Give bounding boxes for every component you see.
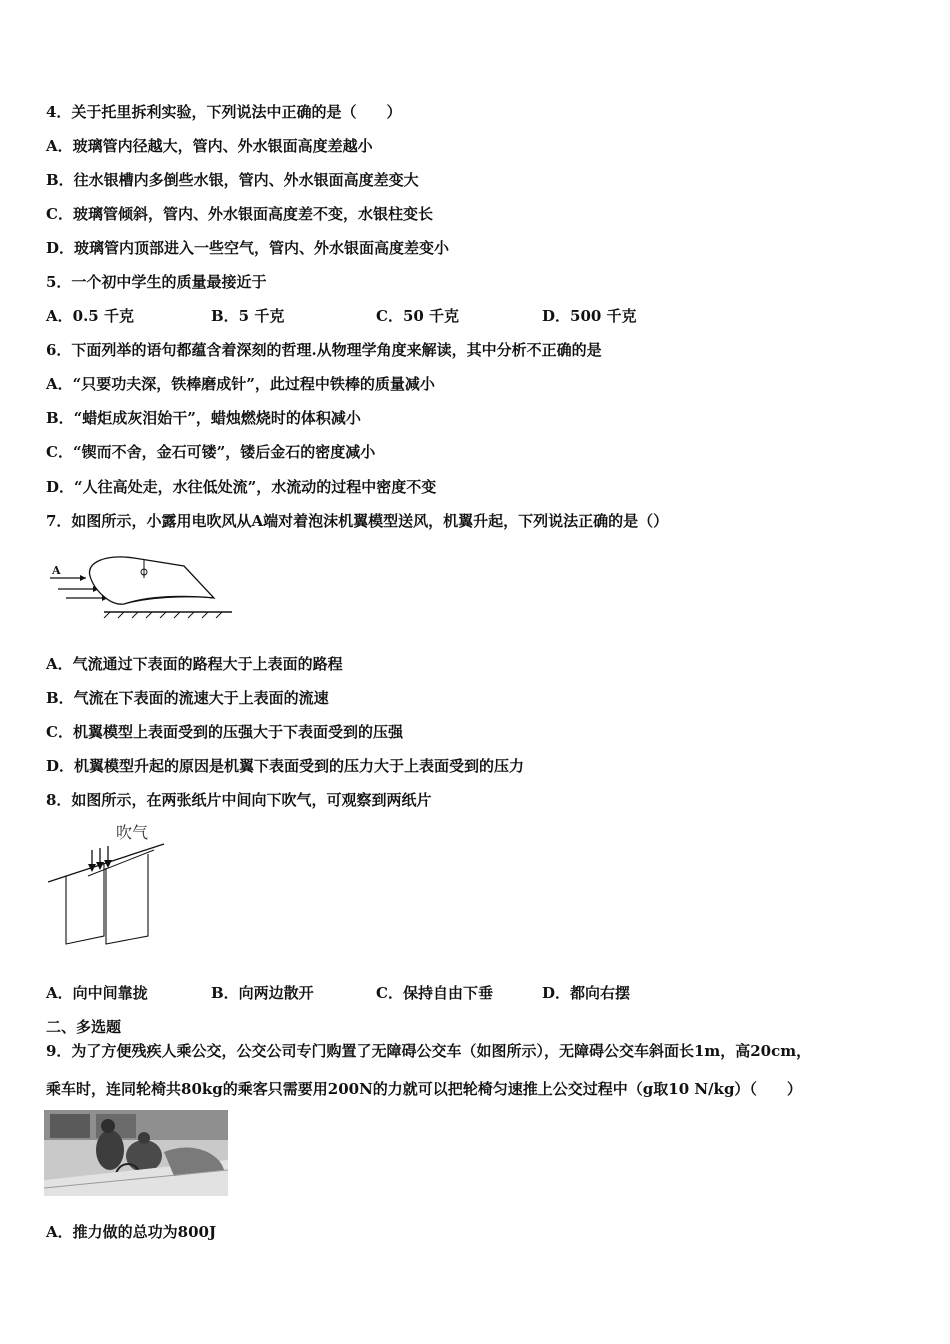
q5-option-d: D．500 千克 bbox=[542, 307, 637, 325]
q6-option-b: B．“蜡炬成灰泪始干”，蜡烛燃烧时的体积减小 bbox=[46, 409, 361, 427]
q7-option-b: B．气流在下表面的流速大于上表面的流速 bbox=[46, 689, 329, 707]
section-title: 二、多选题 bbox=[46, 1018, 122, 1036]
q5-option-a: A．0.5 千克 bbox=[46, 307, 134, 325]
accessible-bus-photo bbox=[44, 1110, 228, 1196]
q9-stem-line1: 9．为了方便残疾人乘公交，公交公司专门购置了无障碍公交车（如图所示），无障碍公交车斜面长1m，高20cm， bbox=[46, 1042, 812, 1060]
q9-option-a: A．推力做的总功为800J bbox=[46, 1223, 217, 1241]
q8-options-row bbox=[46, 983, 906, 1003]
q8-option-a: A．向中间靠拢 bbox=[46, 984, 148, 1002]
q8-stem: 8．如图所示，在两张纸片中间向下吹气，可观察到两纸片 bbox=[46, 791, 432, 809]
q7-option-d: D．机翼模型升起的原因是机翼下表面受到的压力大于上表面受到的压力 bbox=[46, 757, 525, 775]
blow-air-label: 吹气 bbox=[116, 823, 149, 842]
q7-stem: 7．如图所示，小露用电吹风从A端对着泡沫机翼模型送风，机翼升起，下列说法正确的是（） bbox=[46, 512, 669, 530]
q8-option-b: B．向两边散开 bbox=[211, 984, 314, 1002]
q7-option-a: A．气流通过下表面的路程大于上表面的路程 bbox=[46, 655, 343, 673]
q8-option-c: C．保持自由下垂 bbox=[376, 984, 493, 1002]
q4-option-d: D．玻璃管内顶部进入一些空气，管内、外水银面高度差变小 bbox=[46, 239, 450, 257]
q6-option-a: A．“只要功夫深，铁棒磨成针”，此过程中铁棒的质量减小 bbox=[46, 375, 435, 393]
q4-option-a: A．玻璃管内径越大，管内、外水银面高度差越小 bbox=[46, 137, 373, 155]
q5-stem: 5．一个初中学生的质量最接近于 bbox=[46, 273, 267, 291]
wing-figure-label-a: A bbox=[52, 564, 61, 577]
wing-model-figure bbox=[44, 550, 234, 620]
q9-stem-line2: 乘车时，连同轮椅共80kg的乘客只需要用200N的力就可以把轮椅匀速推上公交过程中（g取10 N/kg）（ ） bbox=[46, 1080, 802, 1098]
q4-option-b: B．往水银槽内多倒些水银，管内、外水银面高度差变大 bbox=[46, 171, 419, 189]
q4-stem: 4．关于托里拆利实验，下列说法中正确的是（ ） bbox=[46, 103, 402, 121]
q6-stem: 6．下面列举的语句都蕴含着深刻的哲理.从物理学角度来解读，其中分析不正确的是 bbox=[46, 341, 602, 359]
q6-option-c: C．“锲而不舍，金石可镂”，镂后金石的密度减小 bbox=[46, 443, 376, 461]
q5-options-row bbox=[46, 306, 906, 326]
paper-sheets-figure bbox=[44, 820, 184, 950]
q6-option-d: D．“人往高处走，水往低处流”，水流动的过程中密度不变 bbox=[46, 478, 437, 496]
q7-option-c: C．机翼模型上表面受到的压强大于下表面受到的压强 bbox=[46, 723, 403, 741]
q5-option-b: B．5 千克 bbox=[211, 307, 285, 325]
q4-option-c: C．玻璃管倾斜，管内、外水银面高度差不变，水银柱变长 bbox=[46, 205, 433, 223]
q8-option-d: D．都向右摆 bbox=[542, 984, 631, 1002]
q5-option-c: C．50 千克 bbox=[376, 307, 460, 325]
